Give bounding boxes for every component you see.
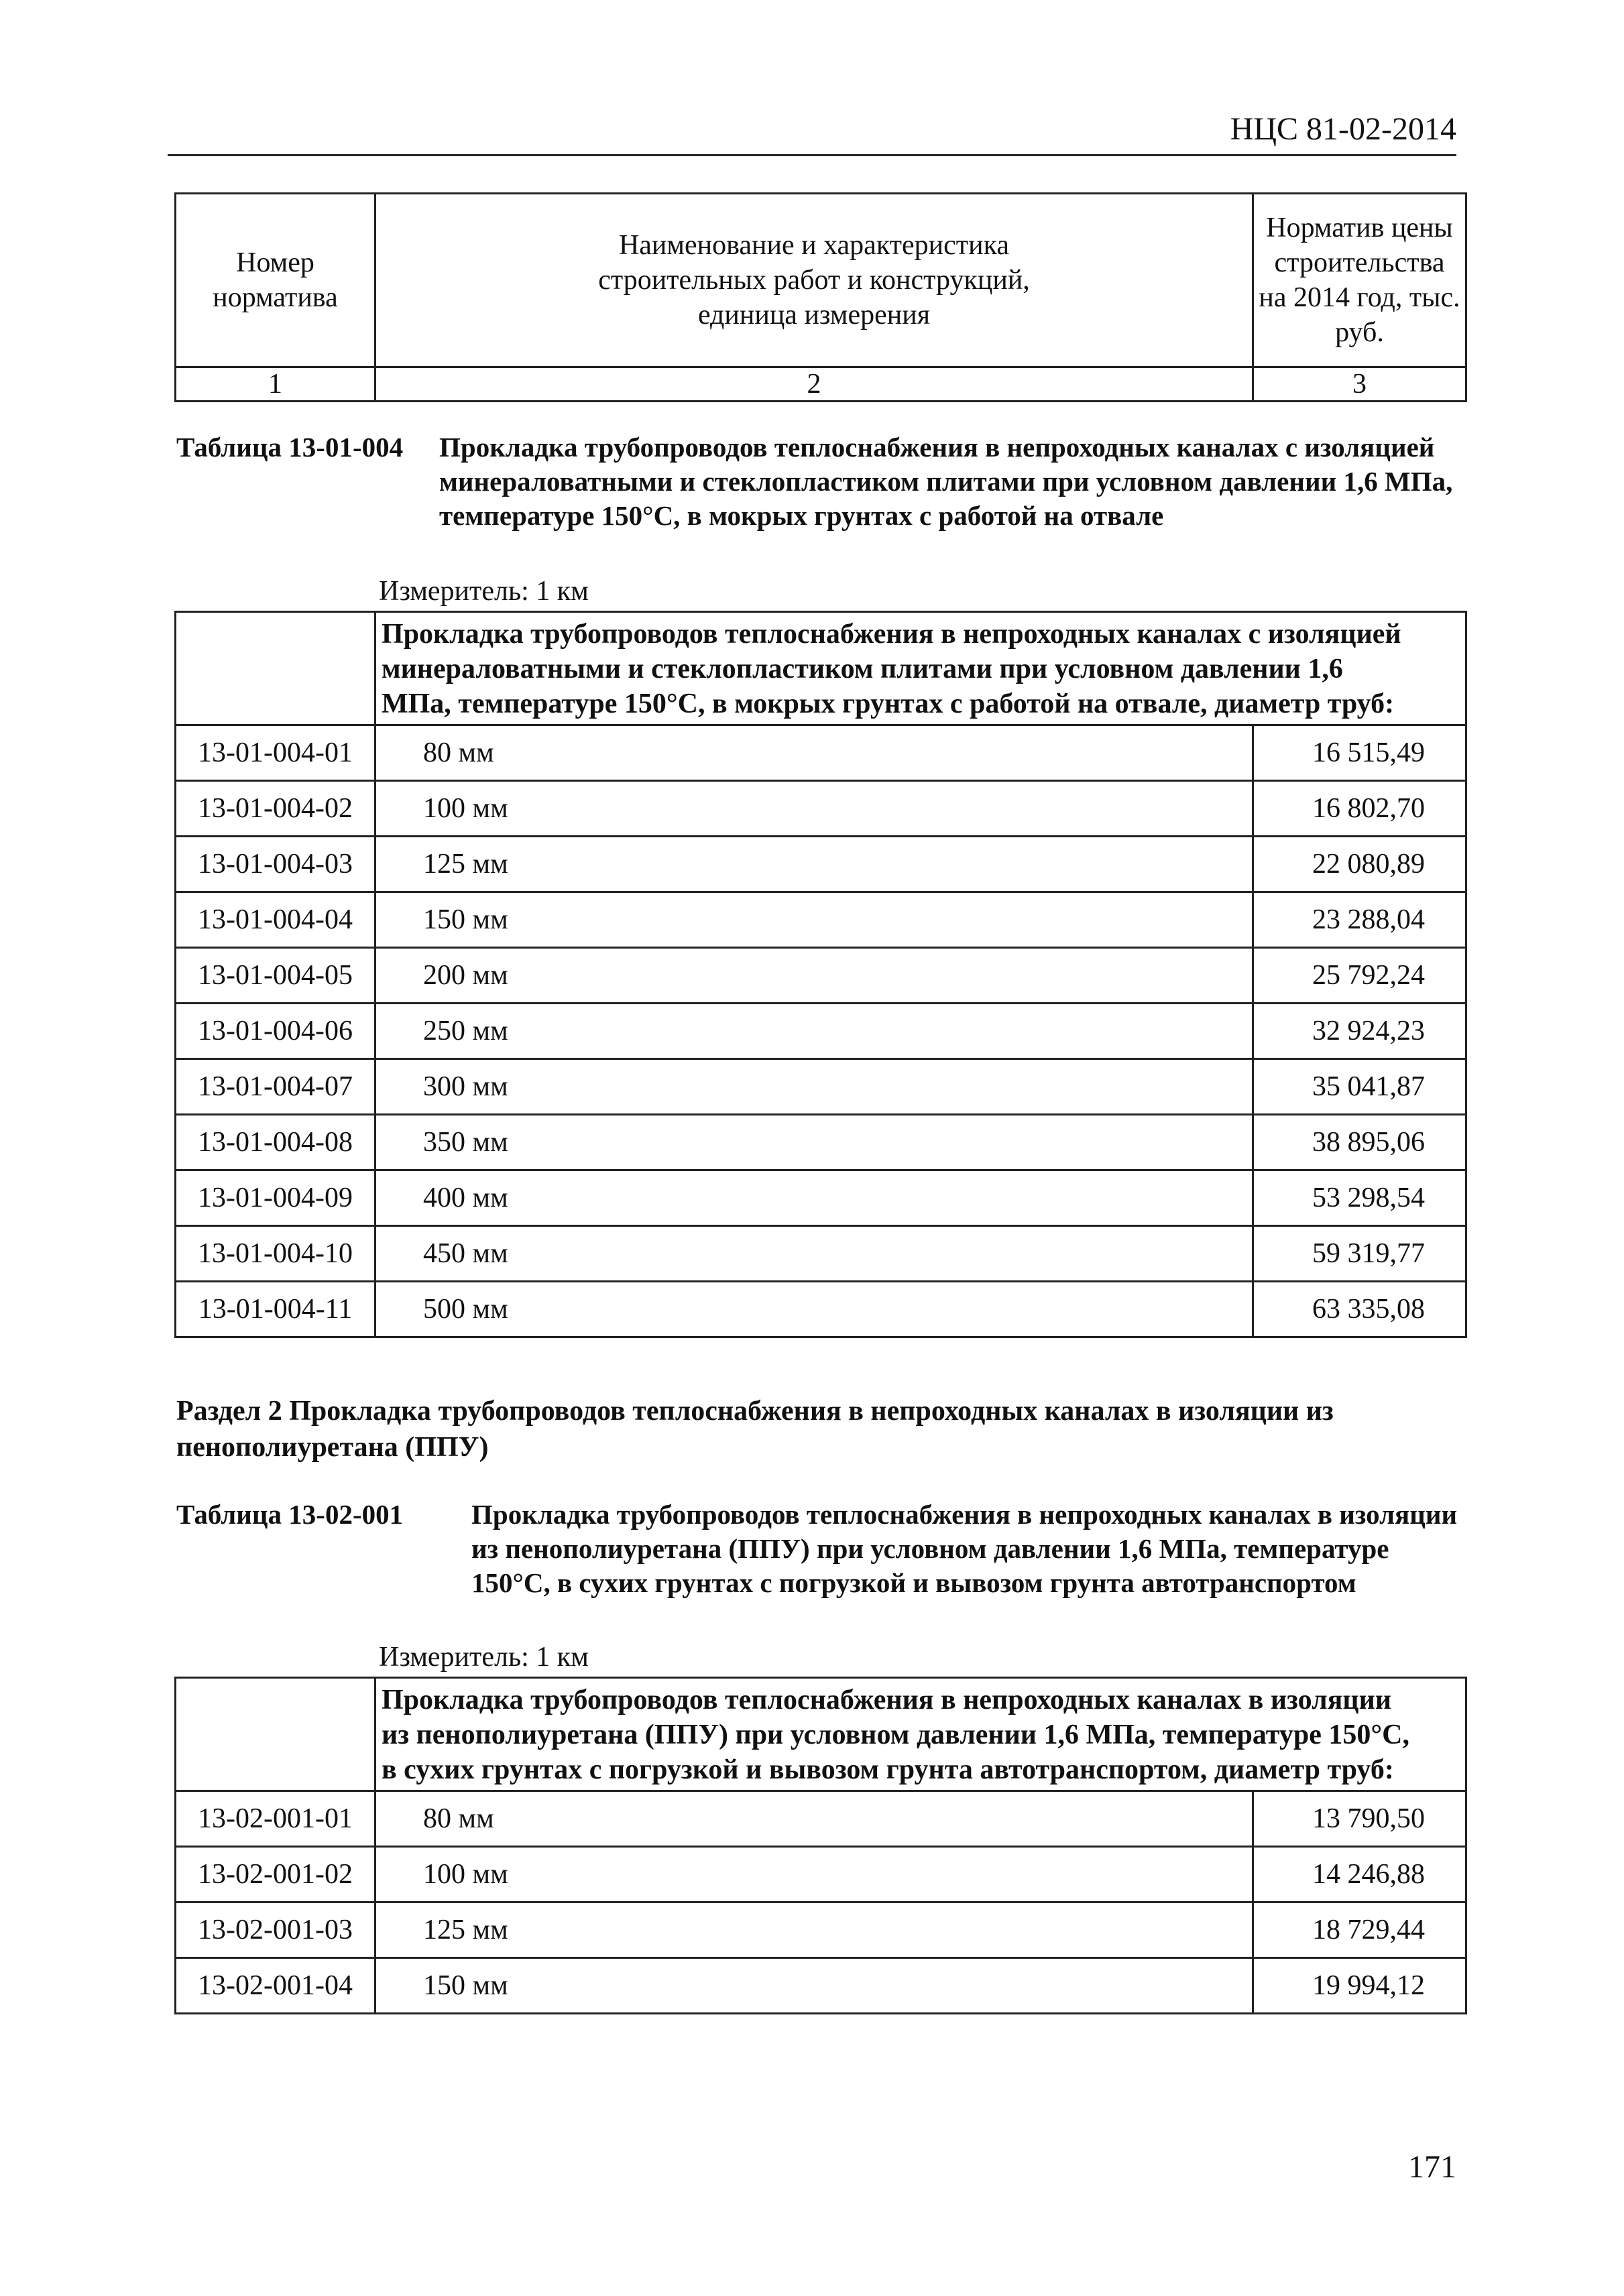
- header-rule: [168, 154, 1456, 156]
- price-value: 63 335,08: [1253, 1282, 1466, 1337]
- pipe-diameter: 100 мм: [375, 781, 1253, 837]
- pipe-diameter: 80 мм: [375, 725, 1253, 781]
- price-value: 13 790,50: [1253, 1791, 1466, 1847]
- section2-title: Раздел 2 Прокладка трубопроводов теплоснабжения в непроходных каналах в изоляции из пенополиуретана (ППУ): [176, 1396, 1334, 1463]
- price-value: 59 319,77: [1253, 1226, 1466, 1282]
- table2-group-description: Прокладка трубопроводов теплоснабжения в непроходных каналах в изоляции из пенополиуретана (ППУ) при условном давлении 1,6 МПа, температуре 150°С, в сухих грунтах с погрузкой и вывозом грунта автотранспортом, диаметр труб:: [375, 1678, 1466, 1791]
- table-row: [176, 1282, 1466, 1337]
- table-row: [176, 948, 1466, 1004]
- pipe-diameter: 125 мм: [375, 1902, 1253, 1958]
- table2-title-text: Прокладка трубопроводов теплоснабжения в непроходных каналах в изоляции из пенополиуретана (ППУ) при условном давлении 1,6 МПа, температуре 150°С, в сухих грунтах с погрузкой и вывозом грунта автотранспортом: [471, 1499, 1458, 1598]
- norm-code: 13-01-004-10: [176, 1226, 375, 1282]
- table-row: [176, 1791, 1466, 1847]
- column-header-table: [174, 192, 1467, 402]
- header-price: Норматив цены строительства на 2014 год, тыс. руб.: [1253, 194, 1466, 367]
- table1: [174, 611, 1467, 1338]
- pipe-diameter: 150 мм: [375, 1958, 1253, 2014]
- header-num-1: 1: [176, 367, 375, 402]
- table-row: [176, 725, 1466, 781]
- table-row: [176, 1226, 1466, 1282]
- pipe-diameter: 250 мм: [375, 1004, 1253, 1059]
- table-row: [176, 1902, 1466, 1958]
- header-norm-number: Номер норматива: [176, 194, 375, 367]
- pipe-diameter: 450 мм: [375, 1226, 1253, 1282]
- price-value: 18 729,44: [1253, 1902, 1466, 1958]
- norm-code: 13-02-001-01: [176, 1791, 375, 1847]
- table1-title: [176, 430, 1470, 571]
- price-value: 32 924,23: [1253, 1004, 1466, 1059]
- norm-code: 13-01-004-03: [176, 837, 375, 892]
- table1-label: Таблица 13-01-004: [176, 432, 404, 463]
- table2-measure: Измеритель: 1 км: [379, 1642, 589, 1673]
- pipe-diameter: 300 мм: [375, 1059, 1253, 1115]
- norm-code: 13-01-004-01: [176, 725, 375, 781]
- norm-code: 13-01-004-08: [176, 1115, 375, 1170]
- header-num-3: 3: [1253, 367, 1466, 402]
- norm-code: 13-02-001-04: [176, 1958, 375, 2014]
- table-row: [176, 1958, 1466, 2014]
- header-num-2: 2: [375, 367, 1253, 402]
- pipe-diameter: 400 мм: [375, 1170, 1253, 1226]
- norm-code: 13-01-004-02: [176, 781, 375, 837]
- price-value: 19 994,12: [1253, 1958, 1466, 2014]
- table1-group-empty: [176, 612, 375, 725]
- norm-code: 13-02-001-03: [176, 1902, 375, 1958]
- pipe-diameter: 125 мм: [375, 837, 1253, 892]
- norm-code: 13-01-004-09: [176, 1170, 375, 1226]
- table-row: [176, 1170, 1466, 1226]
- price-value: 38 895,06: [1253, 1115, 1466, 1170]
- table-row: [176, 1059, 1466, 1115]
- table-row: [176, 1847, 1466, 1902]
- price-value: 16 802,70: [1253, 781, 1466, 837]
- price-value: 16 515,49: [1253, 725, 1466, 781]
- price-value: 22 080,89: [1253, 837, 1466, 892]
- header-work-name: Наименование и характеристика строительных работ и конструкций, единица измерения: [375, 194, 1253, 367]
- table2: [174, 1677, 1467, 2014]
- price-value: 14 246,88: [1253, 1847, 1466, 1902]
- table2-label: Таблица 13-02-001: [176, 1499, 404, 1530]
- document-code: НЦС 81-02-2014: [1230, 111, 1456, 147]
- norm-code: 13-01-004-04: [176, 892, 375, 948]
- table1-title-text: Прокладка трубопроводов теплоснабжения в непроходных каналах с изоляцией минераловатными и стеклопластиком плитами при условном давлении 1,6 МПа, температуре 150°С, в мокрых грунтах с работой на отвале: [439, 432, 1453, 531]
- pipe-diameter: 200 мм: [375, 948, 1253, 1004]
- table1-measure: Измеритель: 1 км: [379, 576, 589, 607]
- price-value: 53 298,54: [1253, 1170, 1466, 1226]
- norm-code: 13-01-004-05: [176, 948, 375, 1004]
- table2-title: [176, 1498, 1470, 1638]
- table2-group-empty: [176, 1678, 375, 1791]
- table-row: [176, 1004, 1466, 1059]
- norm-code: 13-01-004-11: [176, 1282, 375, 1337]
- page-number: 171: [1408, 2149, 1456, 2185]
- norm-code: 13-01-004-07: [176, 1059, 375, 1115]
- pipe-diameter: 500 мм: [375, 1282, 1253, 1337]
- pipe-diameter: 150 мм: [375, 892, 1253, 948]
- price-value: 25 792,24: [1253, 948, 1466, 1004]
- norm-code: 13-01-004-06: [176, 1004, 375, 1059]
- price-value: 35 041,87: [1253, 1059, 1466, 1115]
- price-value: 23 288,04: [1253, 892, 1466, 948]
- table-row: [176, 781, 1466, 837]
- table-row: [176, 837, 1466, 892]
- norm-code: 13-02-001-02: [176, 1847, 375, 1902]
- table-row: [176, 892, 1466, 948]
- pipe-diameter: 80 мм: [375, 1791, 1253, 1847]
- pipe-diameter: 100 мм: [375, 1847, 1253, 1902]
- table1-group-description: Прокладка трубопроводов теплоснабжения в непроходных каналах с изоляцией минераловатными и стеклопластиком плитами при условном давлении 1,6 МПа, температуре 150°С, в мокрых грунтах с работой на отвале, диаметр труб:: [375, 612, 1466, 725]
- pipe-diameter: 350 мм: [375, 1115, 1253, 1170]
- table-row: [176, 1115, 1466, 1170]
